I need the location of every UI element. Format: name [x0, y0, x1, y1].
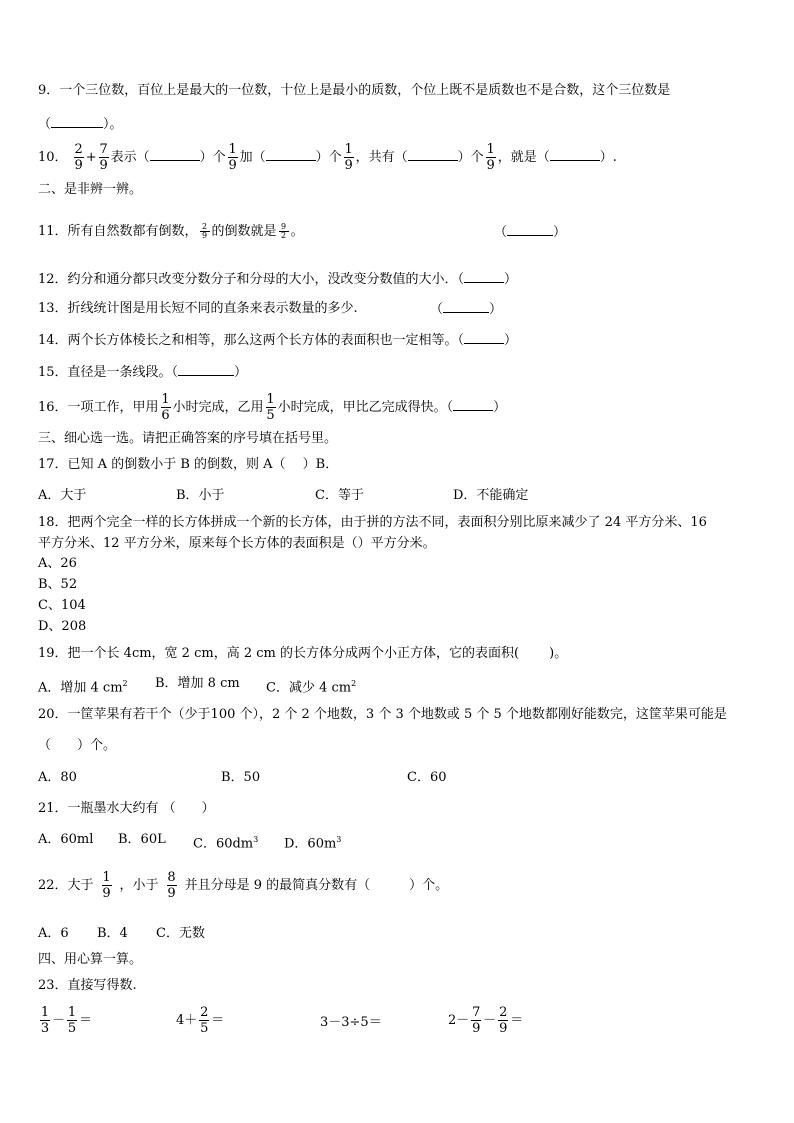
q10-text-5: ，共有（ [355, 150, 408, 165]
q23-expr-1: $\frac{1}{3}$ － $\frac{1}{5}$ ＝ [40, 1005, 93, 1036]
q9-answer [38, 115, 123, 134]
q11-text: 11．所有自然数都有倒数， $\frac{2}{9}$ 的倒数就是 $\frac{9}{2}$ 。 [38, 222, 304, 240]
q15-text: 15．直径是一条线段。（ ） [38, 365, 248, 380]
q16-blank[interactable] [453, 398, 493, 411]
q10-text-1: 表示（ [110, 150, 150, 165]
q10-text-4: ）个 [315, 150, 342, 165]
q22-option-a[interactable]: A．6 [38, 926, 69, 941]
q23-e2-frac: $\frac{2}{5}$ [200, 1005, 209, 1036]
q18-text-line-2: 平方分米、12 平方分米，原来每个长方体的表面积是（）平方分米。 [38, 536, 436, 551]
q10-text-7: ，就是（ [497, 150, 550, 165]
q12-blank[interactable] [464, 270, 504, 283]
q10-frac-7-9: $\frac{7}{9}$ [99, 142, 108, 173]
q23-e1-frac-a: $\frac{1}{3}$ [40, 1005, 50, 1036]
q21-text: 21．一瓶墨水大约有 （ ） [38, 801, 215, 816]
q11-answer: （ ） [494, 225, 567, 240]
q23-e4-frac-b: $\frac{2}{9}$ [499, 1005, 508, 1036]
q17-option-b[interactable]: B．小于 [176, 488, 225, 503]
q10-frac-1-9-a: $\frac{1}{9}$ [228, 142, 237, 173]
q20-text-line-1: 20．一筐苹果有若干个（少于100 个），2 个 2 个地数，3 个 3 个地数或 5 个 5 个地数都刚好能数完，这筐苹果可能是 [38, 707, 727, 722]
q21-option-a[interactable]: A．60ml [38, 832, 94, 847]
section-3-heading: 三、细心选一选。请把正确答案的序号填在括号里。 [38, 431, 338, 446]
q23-e4-frac-a: $\frac{7}{9}$ [472, 1005, 481, 1036]
q11-blank[interactable] [507, 223, 553, 236]
q10-text-3: 加（ [239, 150, 266, 165]
q19-text: 19．把一个长 4cm，宽 2 cm，高 2 cm 的长方体分成两个小正方体，它的表面积( )。 [38, 646, 568, 661]
q10-row [38, 142, 617, 173]
q13-blank[interactable] [443, 300, 489, 313]
q19-option-a[interactable]: A．增加 4 $cm^2$ [38, 679, 128, 696]
q16-text: 16．一项工作，甲用 $\frac{1}{6}$ 小时完成，乙用 $\frac{1}{5}$ 小时完成，甲比乙完成得快。（ ） [38, 392, 507, 423]
q18-option-c[interactable]: C、104 [38, 598, 86, 613]
q18-option-d[interactable]: D、208 [38, 619, 87, 634]
q10-blank-2[interactable] [266, 148, 316, 161]
q10-frac-1-9-b: $\frac{1}{9}$ [344, 142, 353, 173]
q22-option-c[interactable]: C．无数 [156, 926, 205, 941]
q23-text: 23．直接写得数. [38, 978, 137, 993]
q10-text-8: ）. [599, 150, 617, 165]
q20-option-c[interactable]: C．60 [407, 770, 447, 785]
q11-frac-9-2: $\frac{9}{2}$ [279, 223, 289, 240]
q20-text-line-2: （ ）个。 [38, 738, 117, 753]
q12-text: 12．约分和通分都只改变分数分子和分母的大小，没改变分数值的大小．（ ） [38, 272, 518, 287]
q10-text-2: ）个 [199, 150, 226, 165]
q9-blank[interactable] [51, 115, 103, 128]
q17-option-a[interactable]: A．大于 [38, 488, 87, 503]
q10-plus: + [85, 150, 97, 165]
q20-option-b[interactable]: B．50 [221, 770, 261, 785]
q10-frac-1-9-c: $\frac{1}{9}$ [486, 142, 495, 173]
q9-close: ）。 [103, 117, 123, 132]
q9-text: 9．一个三位数，百位上是最大的一位数，十位上是最小的质数，个位上既不是质数也不是合数，这个三位数是 [38, 83, 671, 98]
q13-answer: （ ） [430, 302, 503, 317]
q20-option-a[interactable]: A．80 [38, 770, 77, 785]
q22-option-b[interactable]: B．4 [97, 926, 128, 941]
q9-open: （ [38, 117, 52, 132]
q23-expr-4: 2－ $\frac{7}{9}$ － $\frac{2}{9}$ ＝ [448, 1005, 524, 1036]
q17-option-c[interactable]: C．等于 [315, 488, 364, 503]
q22-text: 22．大于 $\frac{1}{9}$ ，小于 $\frac{8}{9}$ 并且分母是 9 的最简真分数有（ ）个。 [38, 870, 449, 901]
q14-text: 14．两个长方体棱长之和相等，那么这两个长方体的表面积也一定相等。（ ） [38, 333, 518, 348]
q10-text-6: ）个 [457, 150, 484, 165]
q23-expr-3: 3－3÷5＝ [320, 1015, 382, 1030]
q22-frac-8-9: $\frac{8}{9}$ [167, 870, 176, 901]
q10-frac-2-9: $\frac{2}{9}$ [74, 142, 83, 173]
q19-option-b[interactable]: B．增加 8 cm [155, 676, 240, 691]
q18-text-line-1: 18．把两个完全一样的长方体拼成一个新的长方体，由于拼的方法不同，表面积分别比原来减少了 24 平方分米、16 [38, 515, 707, 530]
q17-text: 17．已知 A 的倒数小于 B 的倒数，则 A（ ）B． [38, 457, 339, 472]
q16-frac-1-5: $\frac{1}{5}$ [266, 392, 275, 423]
q23-expr-2: 4＋ $\frac{2}{5}$ ＝ [176, 1005, 225, 1036]
q21-option-c[interactable]: C．$60dm^3$ [193, 835, 259, 852]
section-2-heading: 二、是非辨一辨。 [38, 182, 143, 197]
q18-option-a[interactable]: A、26 [38, 556, 77, 571]
q22-frac-1-9: $\frac{1}{9}$ [102, 870, 111, 901]
q14-blank[interactable] [464, 331, 504, 344]
q19-option-c[interactable]: C．减少 4 $cm^2$ [266, 679, 357, 696]
q21-option-d[interactable]: D．$60m^3$ [284, 835, 342, 852]
q10-blank-1[interactable] [150, 148, 200, 161]
q17-option-d[interactable]: D．不能确定 [453, 488, 529, 503]
q18-option-b[interactable]: B、52 [38, 577, 78, 592]
section-4-heading: 四、用心算一算。 [38, 952, 143, 967]
q10-blank-3[interactable] [408, 148, 458, 161]
q13-text: 13．折线统计图是用长短不同的直条来表示数量的多少. [38, 301, 358, 316]
q10-number: 10． [38, 150, 68, 165]
q11-frac-2-9: $\frac{2}{9}$ [200, 223, 210, 240]
q21-option-b[interactable]: B．60L [118, 832, 166, 847]
q23-e1-frac-b: $\frac{1}{5}$ [67, 1005, 77, 1036]
q16-frac-1-6: $\frac{1}{6}$ [161, 392, 170, 423]
q10-blank-4[interactable] [550, 148, 600, 161]
q15-blank[interactable] [178, 363, 234, 376]
